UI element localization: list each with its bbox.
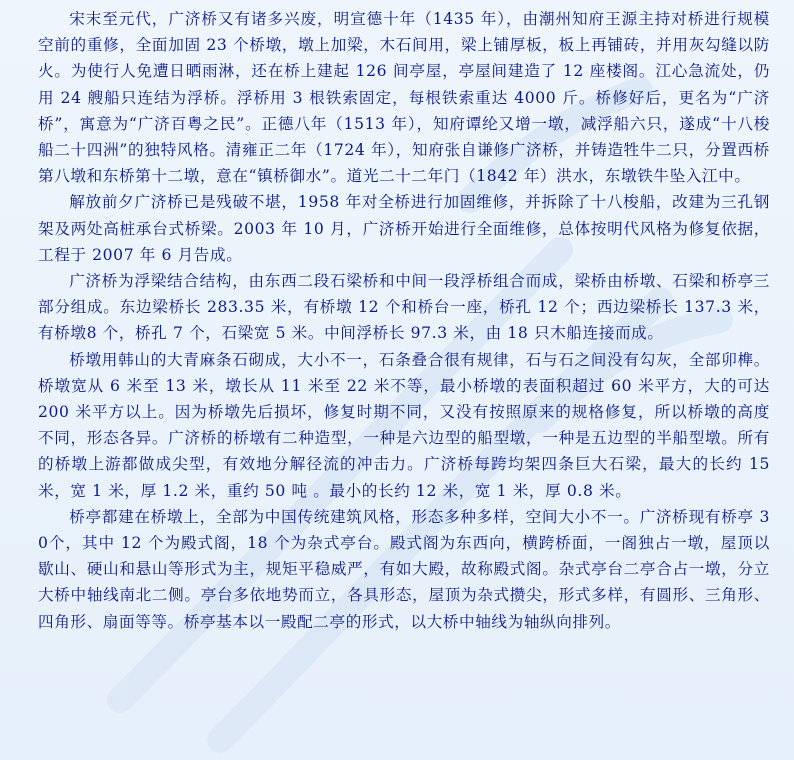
text-line: 解放前夕广济桥已是残破不堪，1958 年对全桥进行加固维修，并拆除了十八梭船，改建为三孔钢架 <box>38 193 770 238</box>
text-line: 及两处高桩承台式桥梁。2003 年 10 月，广济桥开始进行全面维修，总体按明代风格为修复依据，工程 <box>38 219 770 264</box>
text-line: 广济桥为浮梁结合结构，由东西二段石梁桥和中间一段浮桥组合而成，梁桥由桥墩、石梁和桥亭三 <box>69 272 770 291</box>
text-line: 为使行人免遭日晒雨淋，还在桥上建起 126 间亭屋，亭屋间建造了 12 座楼阁。江心急流处，仍用 24 艘 <box>38 62 770 107</box>
text-line: 8 个，桥孔 7 个，石梁宽 5 米。中间浮桥长 97.3 米，由 18 只木船连接而成。 <box>86 324 664 343</box>
text-line: 硬山和悬山等形式为主，规矩平稳威严，有如大殿，故称殿式阁。杂式亭台二亭合占一墩，分立大桥中 <box>38 560 770 605</box>
text-line: 前的重修，全面加固 23 个桥墩，墩上加梁，木石间用，梁上铺厚板，板上再铺砖，并用灰勾缝以防火。 <box>38 36 770 81</box>
text-line: 的独特风格。清雍正二年（1724 年），知府张自谦修广济桥，并铸造牲牛二只，分置西桥第八墩和东桥 <box>38 141 771 186</box>
text-line: 扇面等等。桥亭基本以一殿配二亭的形式，以大桥中轴线为轴纵向排列。 <box>102 612 621 631</box>
text-line: 于 2007 年 6 月告成。 <box>70 245 243 264</box>
text-line: 部分组成。东边梁桥长 283.35 米，有桥墩 12 个和桥台一座，桥孔 12 个；西边梁桥长 137.3 米，有桥墩 <box>38 298 770 343</box>
text-line: 桥墩用韩山的大青麻条石砌成，大小不一，石条叠合很有规律，石与石之间没有勾灰，全部卯榫。 <box>69 350 770 369</box>
text-line: 桥墩宽从 6 米至 13 米，墩长从 11 米至 22 米不等，最小桥墩的表面积超过 60 米平方，大的可达 200 米 <box>38 376 770 422</box>
text-line: 平方以上。因为桥墩先后损坏，修复时期不同，又没有按照原来的规格修复，所以桥墩的高度不同，形 <box>38 403 770 448</box>
text-line: 桥亭都建在桥墩上，全部为中国传统建筑风格，形态多种多样，空间大小不一。广济桥现有桥亭 30 <box>38 507 770 553</box>
paragraph-3 <box>38 268 770 347</box>
text-line: 宋末至元代，广济桥又有诸多兴废，明宣德十年（1435 年），由潮州知府王源主持对桥进行规模空 <box>38 10 770 55</box>
text-line: 第十二墩，意在“镇桥御水”。道光二十二年门（1842 年）洪水，东墩铁牛坠入江中。 <box>135 167 751 186</box>
text-line: 游都做成尖型，有效地分解径流的冲击力。广济桥每跨均架四条巨大石梁，最大的长约 15 米，宽 1 米， <box>38 455 770 500</box>
text-line: 厚 1.2 米，重约 50 吨 。最小的长约 12 米，宽 1 米，厚 0.8 米。 <box>140 481 632 500</box>
paragraph-1 <box>38 6 770 189</box>
paragraph-4 <box>38 347 770 504</box>
text-line: 船只连结为浮桥。浮桥用 3 根铁索固定，每根铁索重达 4000 斤。桥修好后，更名为“广济桥”，寓意为 <box>38 88 771 133</box>
paragraph-2 <box>38 189 770 268</box>
text-line: 态各异。广济桥的桥墩有二种造型，一种是六边型的船型墩，一种是五边型的半船型墩。所有的桥墩上 <box>38 429 770 474</box>
text-line: “广济百粤之民”。正德八年（1513 年），知府谭纶又增一墩，减浮船六只，遂成“十八梭船二十四洲” <box>38 114 770 160</box>
text-line: 轴线南北二侧。亭台多依地势而立，各具形态，屋顶为杂式攒尖，形式多样，有圆形、三角形、四角形、 <box>38 586 770 631</box>
article-body <box>38 6 770 635</box>
paragraph-5 <box>38 504 770 635</box>
text-line: 个，其中 12 个为殿式阁，18 个为杂式亭台。殿式阁为东西向，横跨桥面，一阁独占一墩，屋顶以歇山、 <box>38 534 770 579</box>
